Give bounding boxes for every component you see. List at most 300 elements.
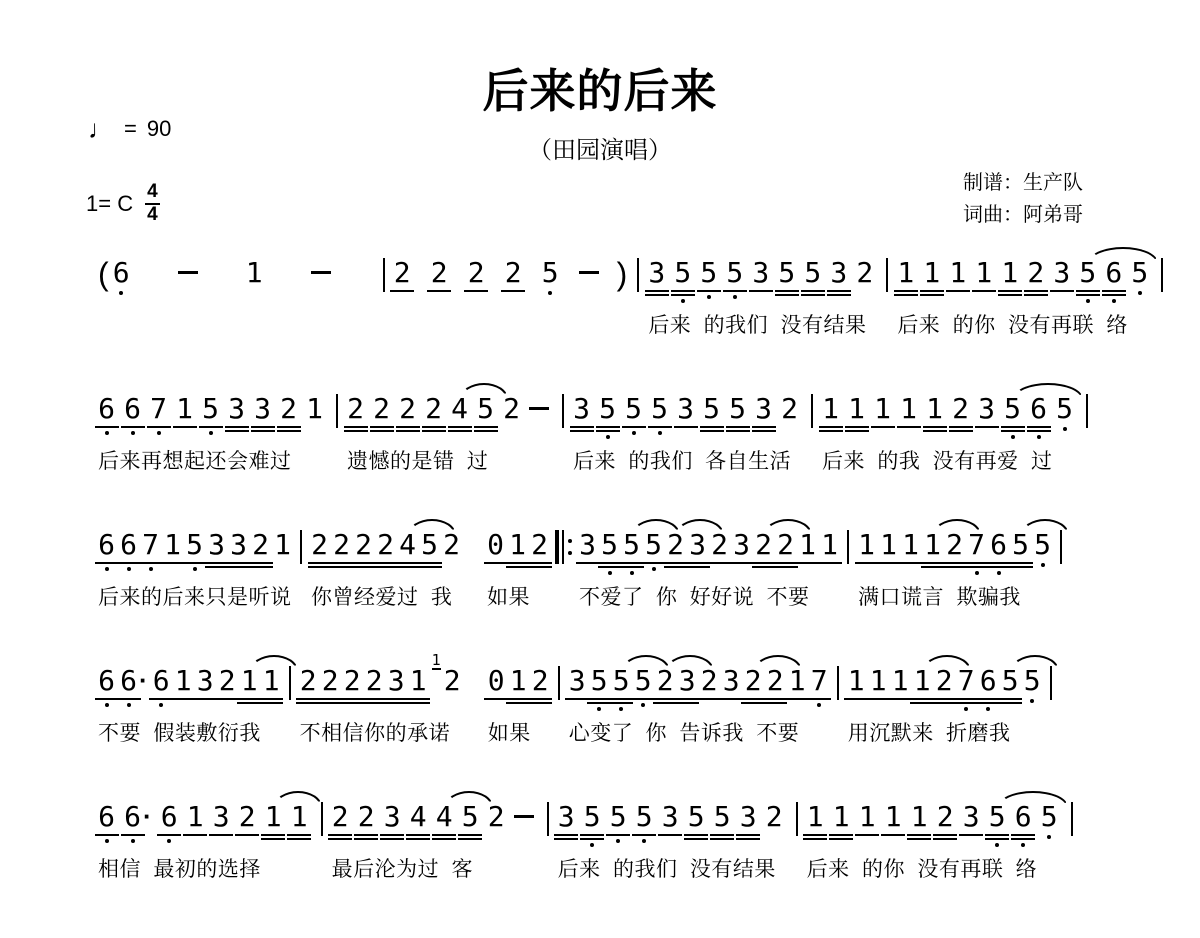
note-body xyxy=(978,394,995,428)
beam-underline xyxy=(752,426,776,428)
note-body xyxy=(503,394,520,424)
note-body xyxy=(98,666,115,707)
beam-underline xyxy=(671,294,695,296)
note-body xyxy=(1030,394,1047,439)
note xyxy=(897,258,914,296)
note-digit: 1 xyxy=(176,392,193,425)
key-signature xyxy=(86,182,160,226)
note-digit: 3 xyxy=(733,528,750,561)
note-digit: 3 xyxy=(648,256,666,289)
beam-underline xyxy=(609,698,633,700)
beam-underline xyxy=(959,834,983,836)
note xyxy=(254,394,271,432)
note xyxy=(584,802,601,847)
note-body xyxy=(648,258,665,296)
notes-row xyxy=(487,530,553,580)
dash-note xyxy=(514,802,534,818)
note-body xyxy=(822,394,839,432)
note xyxy=(799,530,816,564)
beam-underline xyxy=(422,426,446,428)
note-digit: 2 xyxy=(656,664,674,697)
octave-dot xyxy=(149,567,153,571)
beam-underline xyxy=(741,698,765,700)
beam-underline xyxy=(1027,426,1051,428)
beam-underline xyxy=(894,290,918,292)
beam-underline xyxy=(205,566,229,568)
note xyxy=(1001,258,1018,296)
note-digit: 6 xyxy=(160,800,178,833)
barline xyxy=(637,258,639,292)
note xyxy=(610,802,627,843)
note-body xyxy=(436,802,453,840)
note xyxy=(164,530,181,564)
note-digit: 3 xyxy=(755,392,772,425)
note-body xyxy=(778,258,795,296)
duration-dash xyxy=(311,271,331,274)
beam-underline xyxy=(199,426,223,428)
barline xyxy=(558,666,560,700)
octave-dot xyxy=(1030,699,1034,703)
note xyxy=(142,530,159,571)
beam-underline xyxy=(171,698,195,700)
note-digit: 3 xyxy=(1053,256,1071,289)
beam-underline xyxy=(183,834,207,836)
beam-underline xyxy=(308,562,332,564)
note-body xyxy=(1053,258,1070,292)
note-body xyxy=(830,258,847,296)
beam-underline xyxy=(418,566,442,568)
note xyxy=(752,258,769,292)
beam-underline xyxy=(390,290,414,292)
beam-underline xyxy=(396,562,420,564)
note-digit: 1 xyxy=(290,800,308,833)
note-digit: 1 xyxy=(806,800,824,833)
note-body xyxy=(124,394,141,435)
note-digit: 1 xyxy=(900,392,917,425)
note xyxy=(980,666,997,711)
note-body xyxy=(645,530,662,571)
beam-underline xyxy=(998,294,1022,296)
octave-dot xyxy=(658,431,662,435)
dash-note xyxy=(529,394,549,410)
note-digit: 5 xyxy=(645,528,662,561)
beam-underline xyxy=(653,698,677,700)
beam-underline xyxy=(432,834,456,836)
note-digit: 5 xyxy=(726,256,744,289)
beam-underline xyxy=(95,562,119,564)
octave-dot xyxy=(642,839,646,843)
note-body xyxy=(811,666,828,707)
note-digit: 1 xyxy=(949,256,967,289)
duration-dash xyxy=(529,407,549,410)
note-digit: 2 xyxy=(311,528,328,561)
note-digit: 4 xyxy=(409,800,427,833)
lyrics-row: 心变了 你 告诉我 不要 xyxy=(568,722,800,745)
note-digit: 3 xyxy=(383,800,401,833)
beam-underline xyxy=(598,566,622,568)
beam-underline xyxy=(406,834,430,836)
notes-row xyxy=(858,530,1056,580)
note xyxy=(186,530,203,571)
beam-underline xyxy=(570,426,594,428)
note-body xyxy=(113,258,130,295)
note-body xyxy=(468,258,485,292)
beam-underline xyxy=(354,838,378,840)
beam-underline xyxy=(949,430,973,432)
note-digit: 2 xyxy=(425,392,442,425)
octave-dot xyxy=(193,567,197,571)
lyrics-row: 不爱了 你 好好说 不要 xyxy=(579,586,810,609)
note-body xyxy=(462,802,479,840)
note-body xyxy=(230,530,247,568)
lyrics-row: 你曾经爱过 我 xyxy=(311,586,453,609)
note-digit: 6 xyxy=(98,392,115,425)
beam-underline xyxy=(671,290,695,292)
octave-dot xyxy=(1047,835,1051,839)
note xyxy=(431,258,448,292)
note-digit: 2 xyxy=(347,392,364,425)
note-body xyxy=(487,530,504,564)
beam-underline xyxy=(675,698,699,700)
note xyxy=(807,802,824,840)
beam-underline xyxy=(506,702,530,704)
note-digit: 5 xyxy=(988,800,1006,833)
note xyxy=(892,666,909,700)
note xyxy=(1131,258,1148,295)
lyrics-row: 后来 的我们 没有结果 xyxy=(557,858,776,881)
note xyxy=(700,258,717,299)
note-digit: 1 xyxy=(926,392,943,425)
beam-underline xyxy=(932,702,956,704)
octave-dot xyxy=(131,839,135,843)
note-digit: 5 xyxy=(713,800,731,833)
lyrics-row: 最后沦为过 客 xyxy=(331,858,474,881)
note-digit: 1 xyxy=(891,664,909,697)
note xyxy=(703,394,720,432)
note xyxy=(421,530,438,568)
lyrics-row: 遗憾的是错 过 xyxy=(347,450,489,473)
note-body xyxy=(366,666,383,704)
note-body xyxy=(723,666,740,700)
beam-underline xyxy=(631,698,655,700)
note-body xyxy=(880,530,897,564)
note xyxy=(487,530,504,564)
lyrics-row: 后来 的你 没有再联 络 xyxy=(897,314,1128,337)
note-body xyxy=(1012,530,1029,568)
beam-underline xyxy=(845,430,869,432)
beam-underline xyxy=(528,562,552,564)
octave-dot xyxy=(1063,427,1067,431)
note-digit: 5 xyxy=(590,664,608,697)
note xyxy=(657,666,674,704)
note-digit: 1 xyxy=(897,256,915,289)
beam-underline xyxy=(708,562,732,564)
note-body xyxy=(975,258,992,292)
note-digit: 2 xyxy=(238,800,256,833)
note-digit: 3 xyxy=(557,800,575,833)
tempo-marking xyxy=(88,116,171,142)
lyrics-row: 后来 的我 没有再爱 过 xyxy=(822,450,1053,473)
note xyxy=(373,394,390,432)
beam-underline xyxy=(344,430,368,432)
note-digit: 4 xyxy=(399,528,416,561)
score-line xyxy=(98,802,1172,883)
note-digit: 5 xyxy=(778,256,796,289)
beam-underline xyxy=(277,426,301,428)
note-digit: 3 xyxy=(830,256,848,289)
repeat-dots xyxy=(568,530,572,564)
note-digit: 2 xyxy=(280,392,297,425)
note-digit: 5 xyxy=(609,800,627,833)
octave-dot xyxy=(1041,563,1045,567)
beam-underline xyxy=(752,430,776,432)
note-digit: 7 xyxy=(810,664,828,697)
note-body xyxy=(431,258,448,292)
note xyxy=(113,258,130,295)
notes-row xyxy=(488,666,554,716)
beam-underline xyxy=(686,562,710,564)
beam-underline xyxy=(237,702,261,704)
beam-underline xyxy=(700,426,724,428)
note-body xyxy=(254,394,271,432)
key-label: 1= C xyxy=(86,190,134,216)
notes-row xyxy=(394,258,619,308)
beam-underline xyxy=(774,566,798,568)
note xyxy=(384,802,401,840)
barline xyxy=(847,530,849,564)
note-digit: 5 xyxy=(186,528,203,561)
note xyxy=(558,802,575,840)
beam-underline xyxy=(587,698,611,700)
note-digit: 5 xyxy=(1040,800,1058,833)
song-title: 后来的后来 xyxy=(482,65,718,117)
note-digit: 6 xyxy=(979,664,997,697)
beam-underline xyxy=(173,426,197,428)
note xyxy=(674,258,691,303)
note-digit: 2 xyxy=(711,528,728,561)
beam-underline xyxy=(380,834,404,836)
note-body xyxy=(306,394,323,424)
beam-underline xyxy=(587,702,611,704)
note xyxy=(804,258,821,296)
beam-underline xyxy=(686,566,710,568)
note-body xyxy=(175,666,192,700)
lyrics-row: 后来 的我们 各自生活 xyxy=(573,450,792,473)
note-body xyxy=(410,666,427,704)
beam-underline xyxy=(330,562,354,564)
beam-underline xyxy=(801,290,825,292)
note xyxy=(366,666,383,704)
tempo-value: 90 xyxy=(146,116,172,141)
lyrics-row: 用沉默来 折磨我 xyxy=(847,722,1011,745)
note-body xyxy=(347,394,364,432)
note-body xyxy=(532,666,549,704)
note xyxy=(645,530,662,571)
note-digit: 3 xyxy=(722,664,740,697)
note xyxy=(98,530,115,571)
open-parenthesis: ( xyxy=(98,256,109,292)
note-body xyxy=(509,530,526,568)
note-body xyxy=(98,802,115,843)
note-body xyxy=(936,666,953,704)
note xyxy=(263,666,280,704)
note-body xyxy=(488,666,505,700)
notes-row xyxy=(311,530,465,580)
note-digit: 6 xyxy=(98,800,115,833)
note xyxy=(1030,394,1047,439)
note xyxy=(963,802,980,836)
measure xyxy=(569,666,833,747)
note xyxy=(635,666,652,707)
beam-underline xyxy=(340,698,364,700)
note-body xyxy=(208,530,225,568)
note xyxy=(870,666,887,700)
beam-underline xyxy=(965,562,989,564)
note-body xyxy=(388,666,405,704)
octave-dot xyxy=(616,839,620,843)
beam-underline xyxy=(149,698,173,700)
augmentation-dot: · xyxy=(143,801,152,831)
note xyxy=(150,394,167,435)
beam-underline xyxy=(308,566,332,568)
beam-underline xyxy=(318,702,342,704)
note-body xyxy=(892,666,909,700)
note-digit: 2 xyxy=(467,256,485,289)
note xyxy=(410,666,427,704)
beam-underline xyxy=(554,838,578,840)
note-body xyxy=(228,394,245,432)
octave-dot xyxy=(995,843,999,847)
note xyxy=(726,258,743,299)
beam-underline xyxy=(736,838,760,840)
note-digit: 1 xyxy=(913,664,931,697)
note-digit: 6 xyxy=(120,528,137,561)
note xyxy=(444,666,461,696)
note-body xyxy=(344,666,361,704)
note-body xyxy=(963,802,980,836)
note-digit: 2 xyxy=(503,392,520,425)
lyrics-row xyxy=(394,309,619,335)
note-digit: 2 xyxy=(487,800,505,833)
note-digit: 2 xyxy=(377,528,394,561)
note-digit: 5 xyxy=(703,392,720,425)
note-digit: 3 xyxy=(978,392,995,425)
note-digit: 3 xyxy=(752,256,770,289)
note-digit: 2 xyxy=(343,664,361,697)
barline xyxy=(383,258,385,292)
note-body xyxy=(377,530,394,568)
beam-underline xyxy=(723,290,747,292)
beam-underline xyxy=(147,426,171,428)
octave-dot xyxy=(608,571,612,575)
notes-row xyxy=(299,651,466,716)
note-body xyxy=(291,802,308,840)
note xyxy=(1056,394,1073,431)
note-digit: 6 xyxy=(124,392,141,425)
beam-underline xyxy=(752,562,776,564)
note-digit: 1 xyxy=(262,664,280,697)
note-digit: 5 xyxy=(634,664,652,697)
note xyxy=(510,666,527,704)
note-body xyxy=(263,666,280,704)
note-digit: 1 xyxy=(869,664,887,697)
note-digit: 6 xyxy=(1030,392,1047,425)
beam-underline xyxy=(384,698,408,700)
lyrics-row: 满口谎言 欺骗我 xyxy=(858,586,1021,609)
note xyxy=(579,530,596,564)
note-body xyxy=(703,394,720,432)
note xyxy=(789,666,806,700)
note xyxy=(120,530,137,571)
note-digit: 5 xyxy=(1012,528,1029,561)
note xyxy=(926,394,943,432)
beam-underline xyxy=(225,426,249,428)
note xyxy=(98,666,115,707)
notes-row xyxy=(573,394,807,444)
note-digit: 5 xyxy=(612,664,630,697)
octave-dot xyxy=(590,843,594,847)
beam-underline xyxy=(1102,290,1126,292)
beam-underline xyxy=(920,294,944,296)
beam-underline xyxy=(954,702,978,704)
note-body xyxy=(923,258,940,296)
note-body xyxy=(531,530,548,568)
note-digit: 6 xyxy=(1105,256,1123,289)
beam-underline xyxy=(645,294,669,296)
note xyxy=(924,530,941,568)
note xyxy=(394,258,411,292)
note xyxy=(880,530,897,564)
note-digit: 3 xyxy=(962,800,980,833)
beam-underline xyxy=(933,834,957,836)
beam-underline xyxy=(976,698,1000,700)
lyrics-row: 如果 xyxy=(487,586,530,609)
beam-underline xyxy=(719,698,743,700)
note-digit: 1 xyxy=(832,800,850,833)
note-digit: 2 xyxy=(357,800,375,833)
note-digit: 2 xyxy=(331,800,349,833)
barline xyxy=(336,394,338,428)
octave-dot xyxy=(1138,291,1142,295)
note-body xyxy=(153,666,170,707)
note-digit: 1 xyxy=(848,392,865,425)
note xyxy=(777,530,794,568)
note-digit: 3 xyxy=(230,528,247,561)
note-digit: 1 xyxy=(822,392,839,425)
note xyxy=(468,258,485,292)
note-body xyxy=(1002,666,1019,704)
beam-underline xyxy=(907,834,931,836)
measure xyxy=(98,530,296,611)
beam-underline xyxy=(785,698,809,700)
beam-underline xyxy=(1011,838,1035,840)
note xyxy=(729,394,746,432)
notes-row xyxy=(848,666,1046,716)
note-digit: 5 xyxy=(601,528,618,561)
note-body xyxy=(280,394,297,432)
note xyxy=(161,802,178,843)
note xyxy=(679,666,696,704)
note xyxy=(425,394,442,432)
note-digit: 4 xyxy=(435,800,453,833)
note-digit: 7 xyxy=(957,664,975,697)
beam-underline xyxy=(894,294,918,296)
note-body xyxy=(358,802,375,840)
note xyxy=(856,258,873,288)
measure xyxy=(858,530,1056,611)
beam-underline xyxy=(910,702,934,704)
note xyxy=(902,530,919,564)
